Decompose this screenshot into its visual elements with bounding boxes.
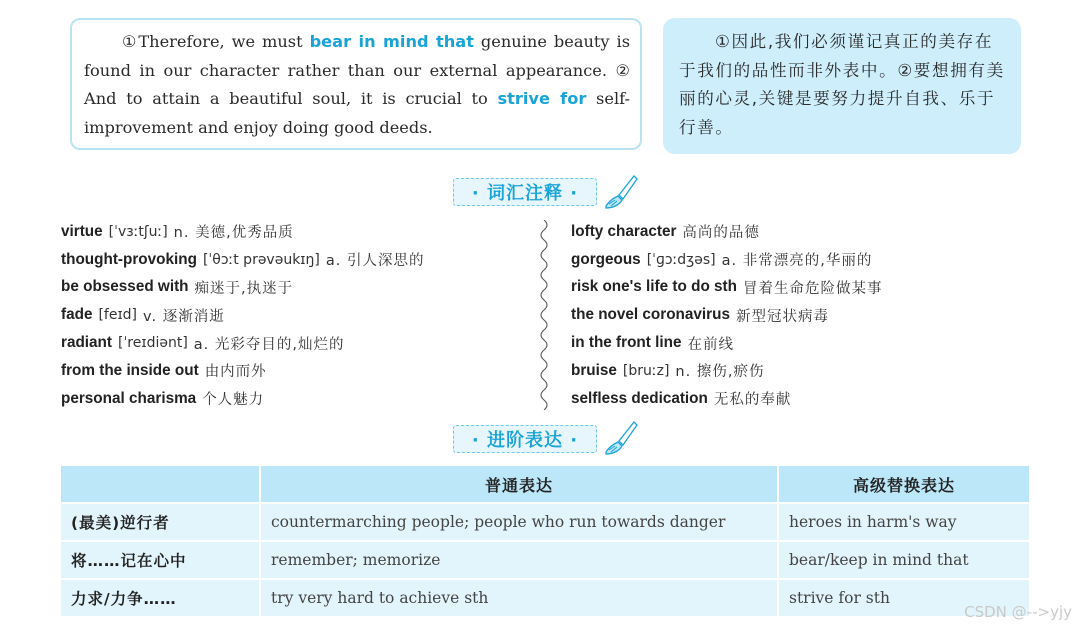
vocab-definition: n. 擦伤,瘀伤 [675,364,765,381]
table-header: 高级替换表达 [777,466,1029,502]
vocab-term: virtue [61,222,103,240]
vocab-definition: a. 光彩夺目的,灿烂的 [193,336,345,353]
table-cell: remember; memorize [259,540,777,578]
vocab-item [61,357,531,385]
vocab-term: radiant [61,334,112,352]
vocab-definition: 冒着生命危险做某事 [742,280,883,297]
table-cell: strive for sth [777,578,1029,616]
vocab-term: risk one's life to do sth [571,278,737,296]
vocab-item [571,329,1041,357]
table-cell: try very hard to achieve sth [259,578,777,616]
vocab-phonetic: [ˈθɔːt prəvəukɪŋ] [202,251,320,268]
table-cell-label: 力求/力争…… [61,578,259,616]
table-row [61,502,1029,540]
table-cell-label: (最美)逆行者 [61,502,259,540]
passage-text: And to attain a beautiful soul, it is crucial to [84,89,498,108]
vocab-definition: v. 逐渐消逝 [143,308,225,325]
vocab-phonetic: [ˈɡɔːdʒəs] [646,251,716,268]
vocab-item [61,246,531,274]
highlight-phrase: bear in mind that [309,32,474,51]
vocab-phonetic: [ˈvɜːtʃuː] [108,223,168,240]
vocab-item [61,218,531,246]
vocab-item [571,246,1041,274]
sentence-marker-2: ② [615,60,630,80]
vocab-item [571,218,1041,246]
vocab-term: thought-provoking [61,250,197,268]
vocab-phonetic: [ˈreɪdiənt] [118,335,188,352]
chinese-translation: ①因此,我们必须谨记真正的美存在于我们的品性而非外表中。②要想拥有美丽的心灵,关键是要努力提升自我、乐于行善。 [679,32,1005,137]
vocab-definition: 高尚的品德 [682,225,760,242]
highlight-phrase: strive for [497,89,587,108]
wavy-divider [536,220,552,410]
vocab-term: lofty character [571,222,677,240]
vocab-definition: 新型冠状病毒 [735,308,829,325]
table-row [61,540,1029,578]
table-header [61,466,259,502]
table-header: 普通表达 [259,466,777,502]
table-cell: bear/keep in mind that [777,540,1029,578]
vocab-definition: a. 引人深思的 [325,253,425,270]
vocab-column-left [61,218,531,413]
english-passage [84,28,630,142]
vocab-definition: a. 非常漂亮的,华丽的 [721,253,873,270]
table-cell-label: 将……记在心中 [61,540,259,578]
brush-icon [600,170,640,212]
vocab-term: gorgeous [571,250,641,268]
sentence-marker-1: ① [122,32,139,51]
table-row [61,578,1029,616]
vocab-definition: n. 美德,优秀品质 [173,225,294,242]
table-header-row [61,466,1029,502]
vocab-item [571,385,1041,413]
vocab-phonetic: [bruːz] [622,362,670,379]
expression-table [61,466,1029,616]
table-cell: countermarching people; people who run towards danger [259,502,777,540]
vocab-term: personal charisma [61,389,197,407]
passage-text: self-improvement and enjoy doing good deeds. [84,89,630,137]
vocab-item [61,301,531,329]
chinese-translation-box [663,18,1021,154]
vocab-item [61,274,531,302]
vocab-phonetic: [feɪd] [98,307,138,324]
watermark: CSDN @-->yjy [964,603,1072,621]
vocab-definition: 无私的奉献 [713,392,792,409]
vocab-definition: 个人魅力 [202,392,265,409]
table-cell: heroes in harm's way [777,502,1029,540]
passage-text: genuine beauty is found in our character rather than our external appearance. [84,32,630,80]
vocab-term: in the front line [571,334,682,352]
vocab-definition: 痴迷于,执迷于 [194,280,294,297]
vocab-item [61,329,531,357]
vocab-term: selfless dedication [571,389,708,407]
english-passage-box [70,18,642,150]
expression-section-title: · 进阶表达 · [453,425,597,453]
vocab-term: bruise [571,361,617,379]
vocab-column-right [571,218,1041,413]
vocab-term: from the inside out [61,361,199,379]
vocab-definition: 由内而外 [204,364,267,381]
vocab-term: fade [61,306,93,324]
passage-text: Therefore, we must [138,32,310,51]
brush-icon [600,416,640,458]
vocab-definition: 在前线 [687,336,734,353]
vocab-item [571,357,1041,385]
vocab-item [61,385,531,413]
vocab-item [571,274,1041,302]
vocab-item [571,301,1041,329]
vocab-term: the novel coronavirus [571,306,730,324]
vocab-section-title: · 词汇注释 · [453,178,597,206]
vocab-term: be obsessed with [61,278,189,296]
